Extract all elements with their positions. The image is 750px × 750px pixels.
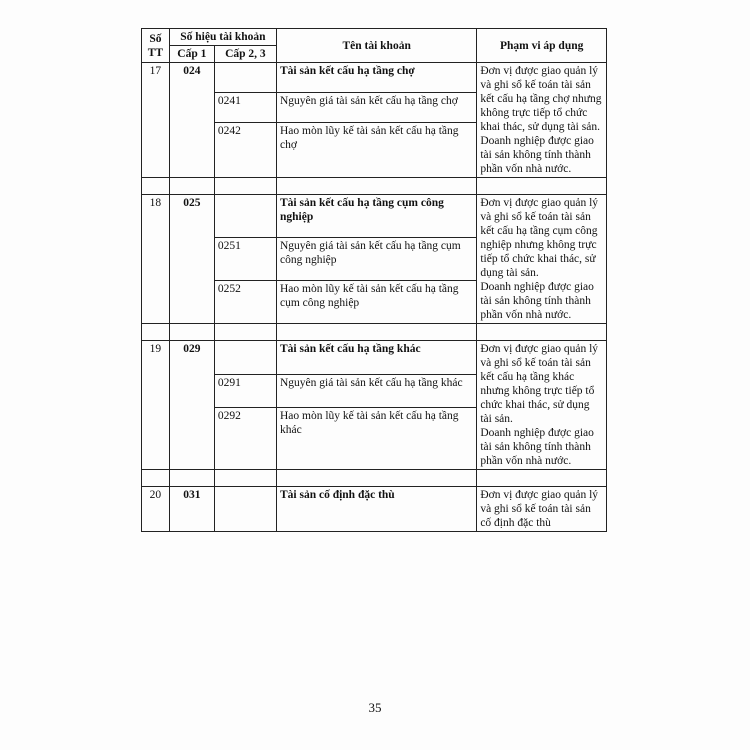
spacer-row [142, 324, 607, 341]
scope-cell [477, 487, 607, 532]
header-stt [142, 29, 170, 63]
level23-code-cell [214, 487, 276, 532]
scope-paragraph: Doanh nghiệp được giao tài sản không tính thành phần vốn nhà nước. [480, 427, 594, 467]
spacer-cell [214, 178, 276, 195]
sub-account-name: Hao mòn lũy kế tài sản kết cấu hạ tầng chợ [276, 123, 476, 178]
header-level23: Cấp 2, 3 [214, 46, 276, 63]
sub-account-code: 0241 [214, 93, 276, 123]
header-scope: Phạm vi áp dụng [477, 29, 607, 63]
account-name-cell: Tài sản kết cấu hạ tầng chợ [276, 63, 476, 93]
sub-account-code: 0252 [214, 281, 276, 324]
spacer-row [142, 178, 607, 195]
spacer-cell [477, 178, 607, 195]
header-row [142, 29, 607, 46]
level1-code-cell: 029 [169, 341, 214, 470]
scope-paragraph: Doanh nghiệp được giao tài sản không tính thành phần vốn nhà nước. [480, 281, 594, 321]
scope-paragraph: Doanh nghiệp được giao tài sản không tính thành phần vốn nhà nước. [480, 135, 594, 175]
stt-cell: 17 [142, 63, 170, 178]
spacer-cell [477, 470, 607, 487]
spacer-cell [169, 470, 214, 487]
spacer-cell [214, 470, 276, 487]
header-level1: Cấp 1 [169, 46, 214, 63]
account-name-cell: Tài sản kết cấu hạ tầng cụm công nghiệp [276, 195, 476, 238]
level23-code-cell [214, 341, 276, 375]
group-row [142, 341, 607, 375]
header-account-number: Số hiệu tài khoản [169, 29, 276, 46]
group-row [142, 63, 607, 93]
stt-cell: 19 [142, 341, 170, 470]
spacer-cell [276, 324, 476, 341]
spacer-cell [276, 470, 476, 487]
spacer-cell [142, 324, 170, 341]
sub-account-code: 0291 [214, 374, 276, 408]
group-row [142, 487, 607, 532]
scope-cell [477, 195, 607, 324]
spacer-cell [276, 178, 476, 195]
scope-paragraph: Đơn vị được giao quản lý và ghi sổ kế toán tài sản cố định đặc thù [480, 489, 599, 529]
scope-paragraph: Đơn vị được giao quản lý và ghi sổ kế toán tài sản kết cấu hạ tầng cụm công nghiệp nhưng không trực tiếp tổ chức khai thác, sử dụng tài sản. [480, 197, 599, 279]
sub-account-name: Hao mòn lũy kế tài sản kết cấu hạ tầng cụm công nghiệp [276, 281, 476, 324]
sub-account-name: Hao mòn lũy kế tài sản kết cấu hạ tầng khác [276, 408, 476, 470]
scope-paragraph: Đơn vị được giao quản lý và ghi sổ kế toán tài sản kết cấu hạ tầng khác nhưng không trực tiếp tổ chức khai thác, sử dụng tài sản. [480, 343, 599, 425]
account-name-cell: Tài sản cố định đặc thù [276, 487, 476, 532]
spacer-cell [169, 324, 214, 341]
spacer-cell [142, 178, 170, 195]
stt-cell: 18 [142, 195, 170, 324]
spacer-cell [214, 324, 276, 341]
spacer-cell [169, 178, 214, 195]
sub-account-name: Nguyên giá tài sản kết cấu hạ tầng khác [276, 374, 476, 408]
page-number: 35 [368, 700, 382, 715]
table-body [142, 63, 607, 532]
spacer-cell [142, 470, 170, 487]
account-name-cell: Tài sản kết cấu hạ tầng khác [276, 341, 476, 375]
stt-cell: 20 [142, 487, 170, 532]
scope-paragraph: Đơn vị được giao quản lý và ghi sổ kế toán tài sản kết cấu hạ tầng chợ nhưng không trực tiếp tổ chức khai thác, sử dụng tài sản. [480, 65, 602, 133]
spacer-row [142, 470, 607, 487]
header-stt-line1: Số [149, 32, 162, 45]
group-row [142, 195, 607, 238]
spacer-cell [477, 324, 607, 341]
level1-code-cell: 024 [169, 63, 214, 178]
level1-code-cell: 025 [169, 195, 214, 324]
level23-code-cell [214, 63, 276, 93]
sub-account-code: 0251 [214, 238, 276, 281]
header-account-name: Tên tài khoản [276, 29, 476, 63]
header-stt-line2: TT [147, 46, 164, 59]
sub-account-code: 0292 [214, 408, 276, 470]
level23-code-cell [214, 195, 276, 238]
account-table [141, 28, 607, 532]
sub-account-code: 0242 [214, 123, 276, 178]
scope-cell [477, 63, 607, 178]
level1-code-cell: 031 [169, 487, 214, 532]
scope-cell [477, 341, 607, 470]
sub-account-name: Nguyên giá tài sản kết cấu hạ tầng cụm công nghiệp [276, 238, 476, 281]
sub-account-name: Nguyên giá tài sản kết cấu hạ tầng chợ [276, 93, 476, 123]
